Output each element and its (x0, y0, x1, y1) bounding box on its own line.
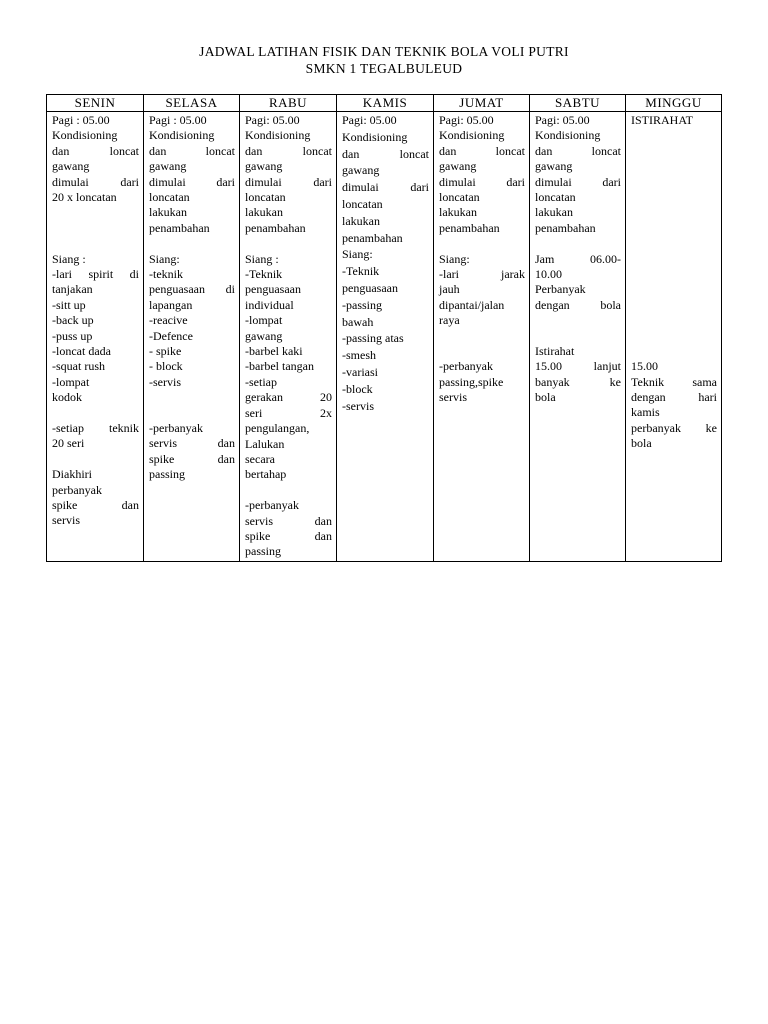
cell-line: dan loncat (245, 143, 332, 158)
cell-line: -Defence (149, 328, 193, 343)
cell-line: ISTIRAHAT (631, 113, 693, 127)
cell-line: kodok (52, 390, 82, 405)
cell-line: loncatan (439, 190, 480, 205)
cell-line: spike dan (245, 528, 332, 543)
cell-line: jauh (439, 282, 460, 297)
cell-line (149, 406, 235, 421)
cell-line: Perbanyak (535, 282, 586, 297)
cell-line: -smesh (342, 348, 376, 363)
cell-line: Kondisioning (52, 128, 118, 143)
cell-line: -servis (149, 374, 181, 389)
cell-line: lakukan (342, 213, 380, 228)
schedule-table (46, 94, 722, 562)
cell-line: loncatan (245, 190, 286, 205)
cell-line: -setiap teknik (52, 421, 139, 436)
cell-selasa (144, 112, 240, 562)
cell-line (631, 344, 717, 359)
cell-line: 15.00 lanjut (535, 359, 621, 374)
cell-line (535, 236, 621, 251)
cell-line: Pagi: 05.00 (535, 113, 590, 127)
cell-line: dipantai/jalan (439, 297, 505, 312)
cell-jumat (434, 112, 530, 562)
cell-line: Diakhiri (52, 467, 92, 482)
cell-line (52, 205, 139, 220)
cell-line: Jam 06.00- (535, 251, 621, 266)
cell-line: servis dan (245, 513, 332, 528)
cell-line (631, 190, 717, 205)
cell-line: penambahan (535, 220, 596, 235)
cell-line: dimulai dari (245, 174, 332, 189)
cell-line: -lari jarak (439, 267, 525, 282)
cell-line: Kondisioning (342, 129, 408, 144)
cell-line: Siang: (342, 247, 373, 262)
cell-kamis (337, 112, 434, 562)
cell-line (52, 452, 139, 467)
cell-line: tanjakan (52, 282, 93, 297)
cell-line: passing (149, 467, 185, 482)
cell-line (631, 313, 717, 328)
cell-line: -loncat dada (52, 344, 111, 359)
cell-line: 20 x loncatan (52, 190, 117, 205)
cell-line: dan loncat (149, 143, 235, 158)
header-senin: SENIN (47, 95, 144, 112)
cell-line: Pagi: 05.00 (245, 113, 300, 127)
cell-line: loncatan (342, 196, 383, 211)
cell-line: Pagi: 05.00 (439, 113, 494, 127)
cell-line: kamis (631, 405, 660, 420)
header-row (47, 95, 722, 112)
cell-minggu (626, 112, 722, 562)
cell-line (439, 329, 525, 344)
cell-line: -lari spirit di (52, 267, 139, 282)
cell-line: gerakan 20 (245, 390, 332, 405)
cell-line: -squat rush (52, 359, 105, 374)
cell-line: -sitt up (52, 297, 86, 312)
cell-line: dengan hari (631, 390, 717, 405)
cell-line: lakukan (535, 205, 573, 220)
cell-line: - spike (149, 344, 182, 359)
cell-line: -puss up (52, 328, 93, 343)
cell-line: passing,spike (439, 374, 504, 389)
cell-line: -lompat (245, 313, 283, 328)
cell-line: loncatan (149, 190, 190, 205)
cell-line: Istirahat (535, 344, 575, 359)
cell-line (631, 328, 717, 343)
cell-line: gawang (342, 163, 380, 178)
cell-line: penambahan (149, 220, 210, 235)
cell-line: -perbanyak (245, 498, 299, 513)
cell-line: 20 seri (52, 436, 85, 451)
cell-line: spike dan (149, 451, 235, 466)
cell-line: passing (245, 544, 281, 559)
cell-line (149, 236, 235, 251)
cell-line: -perbanyak (149, 421, 203, 436)
cell-line (631, 267, 717, 282)
cell-line (245, 236, 332, 251)
cell-line: dimulai dari (535, 174, 621, 189)
cell-line (535, 329, 621, 344)
cell-line: spike dan (52, 498, 139, 513)
cell-line: penguasaan (245, 282, 301, 297)
cell-line: -setiap (245, 374, 277, 389)
cell-line: Kondisioning (149, 128, 215, 143)
cell-line (631, 221, 717, 236)
cell-line: - block (149, 359, 183, 374)
cell-line: secara (245, 451, 275, 466)
cell-line: perbanyak (52, 482, 102, 497)
cell-line (631, 128, 717, 143)
cell-line: penguasaan di (149, 282, 235, 297)
cell-line (631, 205, 717, 220)
cell-line: gawang (439, 159, 477, 174)
cell-line: loncatan (535, 190, 576, 205)
cell-line: -block (342, 381, 373, 396)
cell-line: Pagi: 05.00 (342, 113, 397, 127)
cell-line: gawang (245, 328, 283, 343)
cell-line (631, 252, 717, 267)
cell-line (149, 390, 235, 405)
cell-line: dimulai dari (52, 174, 139, 189)
cell-line: -Teknik (342, 264, 380, 279)
cell-line: -servis (342, 398, 374, 413)
cell-line: dengan bola (535, 297, 621, 312)
cell-line: gawang (52, 159, 90, 174)
header-jumat: JUMAT (434, 95, 530, 112)
cell-line: banyak ke (535, 374, 621, 389)
cell-line: -perbanyak (439, 359, 493, 374)
cell-line: -passing atas (342, 331, 404, 346)
cell-line (631, 298, 717, 313)
cell-line: Pagi : 05.00 (52, 113, 110, 127)
cell-line: -variasi (342, 364, 378, 379)
cell-line (631, 236, 717, 251)
cell-line: lakukan (439, 205, 477, 220)
cell-sabtu (530, 112, 626, 562)
cell-line (245, 483, 332, 498)
cell-line: gawang (535, 159, 573, 174)
schedule-row (47, 112, 722, 562)
header-kamis: KAMIS (337, 95, 434, 112)
cell-line: penambahan (245, 220, 306, 235)
cell-line: penambahan (342, 230, 403, 245)
cell-line: -passing (342, 297, 382, 312)
cell-line: dan loncat (535, 143, 621, 158)
cell-line: Lalukan (245, 436, 285, 451)
cell-line (439, 236, 525, 251)
cell-line: seri 2x (245, 405, 332, 420)
cell-line: dimulai dari (342, 180, 429, 195)
cell-senin (47, 112, 144, 562)
cell-line (439, 344, 525, 359)
cell-line: bola (535, 390, 556, 405)
cell-line: bertahap (245, 467, 287, 482)
cell-line: Teknik sama (631, 374, 717, 389)
document-title: JADWAL LATIHAN FISIK DAN TEKNIK BOLA VOLI PUTRI (199, 44, 569, 59)
cell-line: bawah (342, 314, 374, 329)
cell-line: -barbel tangan (245, 359, 314, 374)
cell-line: Siang : (52, 251, 86, 266)
cell-line: Siang: (149, 251, 180, 266)
cell-line: individual (245, 297, 294, 312)
cell-line: servis (52, 513, 80, 528)
cell-line: raya (439, 313, 460, 328)
header-minggu: MINGGU (626, 95, 722, 112)
cell-line (535, 313, 621, 328)
cell-line (52, 236, 139, 251)
cell-line: Siang : (245, 251, 279, 266)
cell-line (631, 175, 717, 190)
cell-line: dan loncat (439, 143, 525, 158)
cell-line: bola (631, 436, 652, 451)
cell-line: Pagi : 05.00 (149, 113, 207, 127)
cell-line: dan loncat (52, 143, 139, 158)
cell-line: Kondisioning (535, 128, 601, 143)
cell-line: perbanyak ke (631, 420, 717, 435)
cell-line: -reacive (149, 313, 188, 328)
cell-line: 15.00 (631, 359, 658, 374)
header-rabu: RABU (240, 95, 337, 112)
cell-line (631, 144, 717, 159)
cell-line: lakukan (149, 205, 187, 220)
cell-line: Kondisioning (245, 128, 311, 143)
cell-line: gawang (149, 159, 187, 174)
cell-line: gawang (245, 159, 283, 174)
cell-line: 10.00 (535, 267, 562, 282)
cell-line (52, 221, 139, 236)
cell-line: Kondisioning (439, 128, 505, 143)
cell-line: -barbel kaki (245, 344, 303, 359)
cell-line: -teknik (149, 267, 183, 282)
cell-line: lapangan (149, 297, 193, 312)
cell-line: servis (439, 390, 467, 405)
header-sabtu: SABTU (530, 95, 626, 112)
header-selasa: SELASA (144, 95, 240, 112)
document-subtitle: SMKN 1 TEGALBULEUD (305, 61, 463, 76)
cell-line: dimulai dari (149, 174, 235, 189)
cell-line: -back up (52, 313, 94, 328)
cell-line: Siang: (439, 251, 470, 266)
cell-line (52, 406, 139, 421)
cell-rabu (240, 112, 337, 562)
cell-line: pengulangan, (245, 421, 310, 436)
cell-line (631, 159, 717, 174)
cell-line: lakukan (245, 205, 283, 220)
cell-line: servis dan (149, 436, 235, 451)
cell-line (631, 282, 717, 297)
cell-line: penambahan (439, 220, 500, 235)
cell-line: -Teknik (245, 267, 283, 282)
cell-line: penguasaan (342, 280, 398, 295)
cell-line: -lompat (52, 374, 90, 389)
cell-line: dimulai dari (439, 174, 525, 189)
cell-line: dan loncat (342, 146, 429, 161)
